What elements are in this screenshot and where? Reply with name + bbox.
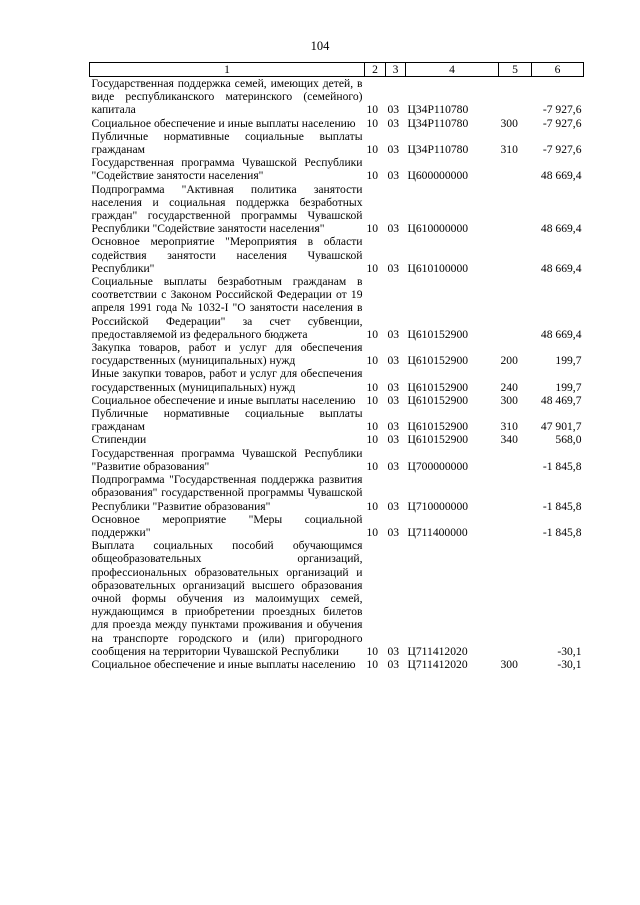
row-expense-type-cell [499, 183, 532, 236]
table-row [90, 447, 584, 473]
header-col-3: 3 [386, 63, 406, 77]
table-row [90, 275, 584, 341]
row-subsection-cell: 03 [387, 644, 400, 658]
row-target-article-cell: Ц710000000 [407, 499, 469, 513]
table-row [90, 513, 584, 539]
row-name-cell: Социальное обеспечение и иные выплаты населению [91, 393, 356, 407]
row-subsection-cell: 03 [387, 354, 400, 368]
row-expense-type-cell: 300 [500, 116, 518, 130]
table-row [90, 433, 584, 446]
row-amount-cell: -1 845,8 [542, 459, 582, 473]
row-section-cell: 10 [366, 420, 379, 434]
table-row [90, 539, 584, 658]
row-name-cell: Социальное обеспечение и иные выплаты населению [91, 116, 356, 130]
row-amount-cell: 48 669,4 [540, 327, 582, 341]
row-target-article-cell: Ц600000000 [407, 169, 469, 183]
row-name-cell: Публичные нормативные социальные выплаты гражданам [91, 129, 363, 157]
table-row [90, 407, 584, 433]
row-expense-type-cell [499, 275, 532, 341]
row-target-article-cell: Ц610000000 [407, 222, 469, 236]
row-expense-type-cell: 310 [500, 420, 518, 434]
row-section-cell: 10 [366, 644, 379, 658]
row-name-cell: Основное мероприятие "Меры социальной поддержки" [91, 512, 363, 539]
row-section-cell: 10 [366, 393, 379, 407]
row-amount-cell: 568,0 [555, 433, 582, 447]
row-name-cell: Государственная программа Чувашской Республики "Развитие образования" [91, 446, 363, 473]
row-subsection-cell: 03 [387, 380, 400, 394]
row-subsection-cell: 03 [387, 459, 400, 473]
row-expense-type-cell [499, 156, 532, 182]
row-amount-cell: -7 927,6 [542, 143, 582, 157]
row-section-cell: 10 [366, 380, 379, 394]
header-col-4: 4 [406, 63, 499, 77]
row-section-cell: 10 [366, 433, 379, 447]
row-expense-type-cell: 340 [500, 433, 518, 447]
row-target-article-cell: Ц610152900 [407, 393, 469, 407]
header-col-6: 6 [532, 63, 584, 77]
table-row [90, 394, 584, 407]
row-amount-cell: -1 845,8 [542, 499, 582, 513]
row-expense-type-cell [499, 447, 532, 473]
row-subsection-cell: 03 [387, 657, 400, 671]
row-target-article-cell: Ц34Р110780 [407, 143, 469, 157]
row-target-article-cell: Ц610152900 [407, 327, 469, 341]
row-name-cell: Подпрограмма "Государственная поддержка развития образования" государственной программы Чувашской Республики "Развитие образования" [91, 473, 363, 513]
row-subsection-cell: 03 [387, 525, 400, 539]
table-row [90, 130, 584, 156]
table-row [90, 117, 584, 130]
row-section-cell: 10 [366, 354, 379, 368]
row-subsection-cell: 03 [387, 222, 400, 236]
row-section-cell: 10 [366, 261, 379, 275]
budget-table [89, 62, 584, 671]
row-amount-cell: -7 927,6 [542, 116, 582, 130]
row-section-cell: 10 [366, 169, 379, 183]
row-expense-type-cell: 310 [500, 143, 518, 157]
row-name-cell: Социальные выплаты безработным гражданам в соответствии с Законом Российской Федерации от 19 апреля 1991 года № 1032-I "О занятости населения в Российской Федерации" за счет субвенции, предоставляемой из федерального бюджета [91, 275, 363, 341]
row-section-cell: 10 [366, 143, 379, 157]
row-subsection-cell: 03 [387, 327, 400, 341]
row-target-article-cell: Ц711412020 [407, 657, 468, 671]
table-row [90, 473, 584, 513]
table-row [90, 235, 584, 275]
row-expense-type-cell: 300 [500, 393, 518, 407]
row-target-article-cell: Ц34Р110780 [407, 116, 469, 130]
row-amount-cell: -30,1 [557, 657, 582, 671]
table-row [90, 658, 584, 671]
row-amount-cell: 48 669,4 [540, 222, 582, 236]
row-subsection-cell: 03 [387, 169, 400, 183]
row-amount-cell: -7 927,6 [542, 103, 582, 117]
row-target-article-cell: Ц610152900 [407, 433, 469, 447]
row-name-cell: Иные закупки товаров, работ и услуг для обеспечения государственных (муниципальных) нужд [91, 367, 363, 394]
row-section-cell: 10 [366, 657, 379, 671]
row-name-cell: Основное мероприятие "Мероприятия в области содействия занятости населения Чувашской Республики" [91, 235, 363, 275]
row-name-cell: Выплата социальных пособий обучающимся общеобразовательных организаций, профессиональных образовательных организаций и образовательных организаций высшего образования очной формы обучения из малоимущих семей, нуждающимся в приобретении проездных билетов для проезда между пунктами проживания и обучения на транспорте городского и (или) пригородного сообщения на территории Чувашской Республики [91, 539, 363, 658]
table-row [90, 367, 584, 393]
row-name-cell: Подпрограмма "Активная политика занятости населения и социальная поддержка безработных граждан" государственной программы Чувашской Республики "Содействие занятости населения" [91, 182, 363, 236]
row-expense-type-cell: 200 [500, 354, 518, 368]
row-subsection-cell: 03 [387, 261, 400, 275]
row-target-article-cell: Ц610152900 [407, 420, 469, 434]
row-target-article-cell: Ц610100000 [407, 261, 469, 275]
row-name-cell: Государственная программа Чувашской Республики "Содействие занятости населения" [91, 156, 363, 183]
row-amount-cell: -30,1 [557, 644, 582, 658]
row-name-cell: Государственная поддержка семей, имеющих детей, в виде республиканского материнского (семейного) капитала [91, 77, 363, 117]
row-subsection-cell: 03 [387, 420, 400, 434]
table-body [90, 77, 584, 672]
row-amount-cell: -1 845,8 [542, 525, 582, 539]
row-target-article-cell: Ц610152900 [407, 380, 469, 394]
row-section-cell: 10 [366, 103, 379, 117]
row-target-article-cell: Ц700000000 [407, 459, 469, 473]
row-target-article-cell: Ц610152900 [407, 354, 469, 368]
row-amount-cell: 47 901,7 [540, 420, 582, 434]
row-subsection-cell: 03 [387, 393, 400, 407]
row-amount-cell: 199,7 [555, 354, 582, 368]
row-subsection-cell: 03 [387, 116, 400, 130]
row-amount-cell: 199,7 [555, 380, 582, 394]
header-col-2: 2 [365, 63, 386, 77]
row-subsection-cell: 03 [387, 103, 400, 117]
table-row [90, 183, 584, 236]
row-expense-type-cell [499, 539, 532, 658]
row-amount-cell: 48 469,7 [540, 393, 582, 407]
row-expense-type-cell [499, 77, 532, 117]
table-row [90, 341, 584, 367]
row-section-cell: 10 [366, 459, 379, 473]
row-name-cell: Стипендии [91, 433, 147, 447]
row-target-article-cell: Ц711400000 [407, 525, 468, 539]
page-number: 104 [310, 39, 330, 53]
row-section-cell: 10 [366, 525, 379, 539]
header-col-5: 5 [499, 63, 532, 77]
header-col-1: 1 [90, 63, 365, 77]
row-expense-type-cell [499, 513, 532, 539]
table-row [90, 77, 584, 117]
row-name-cell: Публичные нормативные социальные выплаты гражданам [91, 407, 363, 434]
row-target-article-cell: Ц711412020 [407, 644, 468, 658]
row-amount-cell: 48 669,4 [540, 169, 582, 183]
row-name-cell: Социальное обеспечение и иные выплаты населению [91, 657, 356, 671]
row-amount-cell: 48 669,4 [540, 261, 582, 275]
table-header-row [90, 63, 584, 77]
table-row [90, 156, 584, 182]
row-expense-type-cell: 300 [500, 657, 518, 671]
row-subsection-cell: 03 [387, 143, 400, 157]
row-target-article-cell: Ц34Р110780 [407, 103, 469, 117]
row-expense-type-cell [499, 235, 532, 275]
row-section-cell: 10 [366, 327, 379, 341]
row-subsection-cell: 03 [387, 499, 400, 513]
row-expense-type-cell: 240 [500, 380, 518, 394]
row-subsection-cell: 03 [387, 433, 400, 447]
row-section-cell: 10 [366, 222, 379, 236]
row-section-cell: 10 [366, 116, 379, 130]
row-section-cell: 10 [366, 499, 379, 513]
row-name-cell: Закупка товаров, работ и услуг для обеспечения государственных (муниципальных) нужд [91, 341, 363, 368]
row-expense-type-cell [499, 473, 532, 513]
